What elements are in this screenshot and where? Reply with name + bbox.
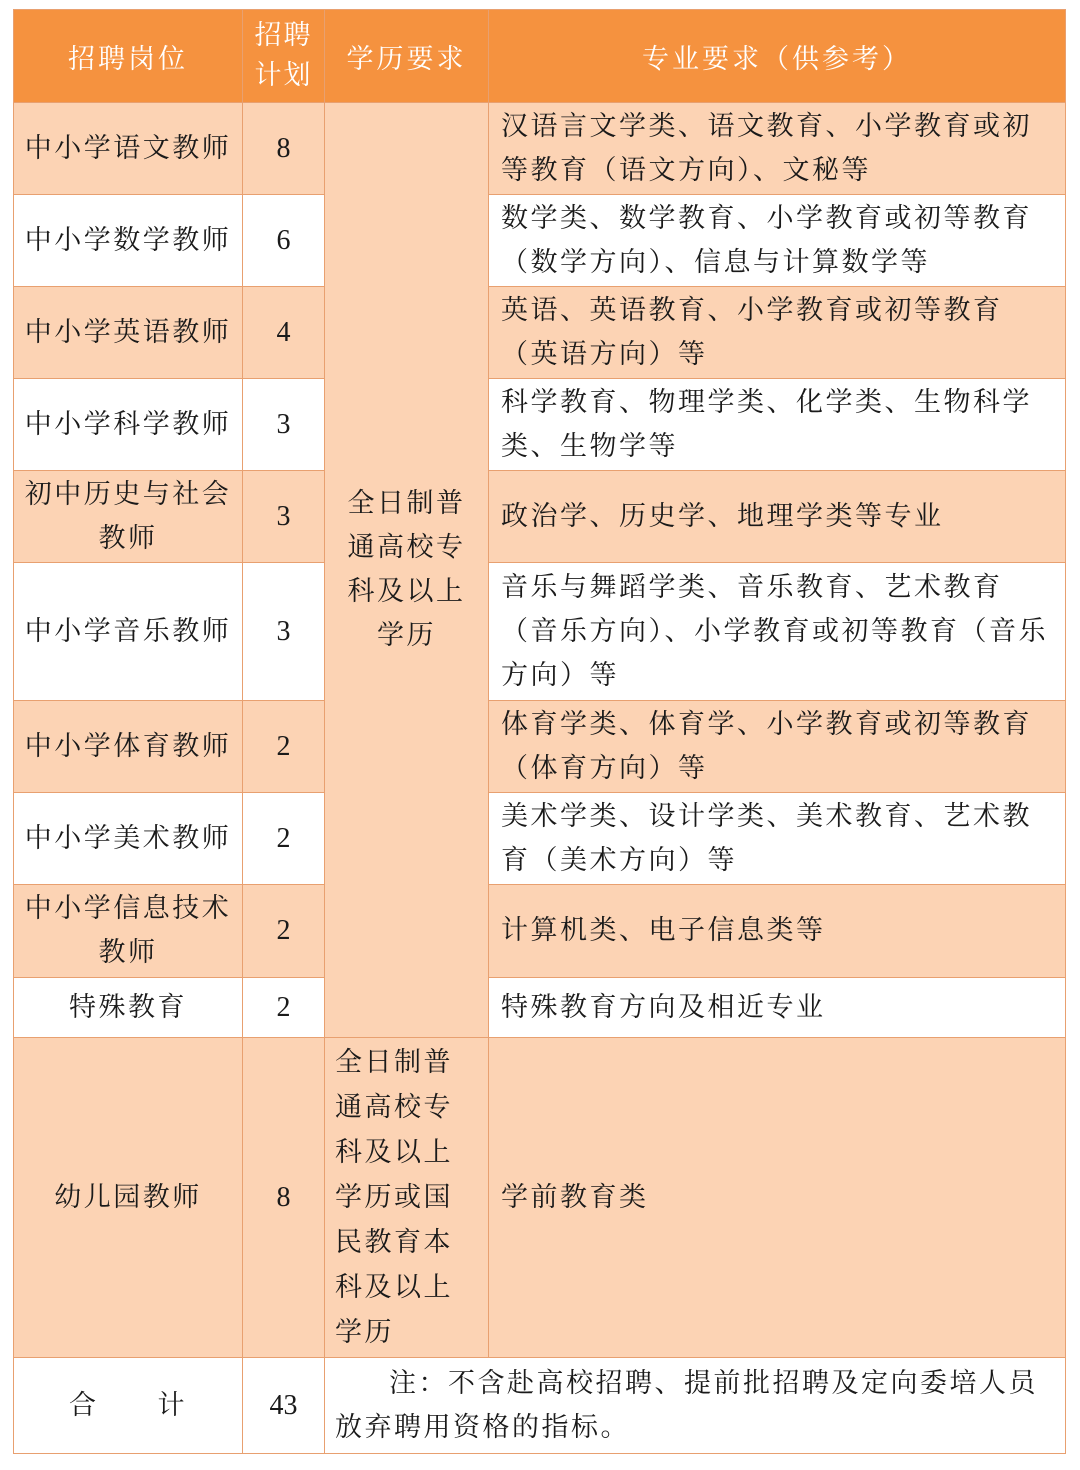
header-plan xyxy=(243,10,325,103)
major-cell: 数学类、数学教育、小学教育或初等教育（数学方向）、信息与计算数学等 xyxy=(489,195,1066,287)
table-row xyxy=(14,1038,1066,1358)
plan-cell: 2 xyxy=(243,978,325,1038)
table-row xyxy=(14,793,1066,885)
position-cell: 初中历史与社会教师 xyxy=(14,471,243,563)
position-cell: 中小学音乐教师 xyxy=(14,563,243,701)
position-cell: 中小学体育教师 xyxy=(14,701,243,793)
position-cell: 中小学英语教师 xyxy=(14,287,243,379)
total-row xyxy=(14,1358,1066,1454)
plan-cell: 8 xyxy=(243,1038,325,1358)
position-cell: 中小学美术教师 xyxy=(14,793,243,885)
header-plan-line-2: 计划 xyxy=(254,60,313,91)
table-row xyxy=(14,471,1066,563)
position-cell: 幼儿园教师 xyxy=(14,1038,243,1358)
major-cell: 英语、英语教育、小学教育或初等教育（英语方向）等 xyxy=(489,287,1066,379)
table-row xyxy=(14,978,1066,1038)
plan-cell: 6 xyxy=(243,195,325,287)
plan-cell: 3 xyxy=(243,379,325,471)
plan-cell: 4 xyxy=(243,287,325,379)
recruitment-table-container xyxy=(13,9,1066,1454)
education-cell-group-1: 全日制普通高校专科及以上学历 xyxy=(325,103,489,1038)
plan-cell: 8 xyxy=(243,103,325,195)
major-cell: 美术学类、设计学类、美术教育、艺术教育（美术方向）等 xyxy=(489,793,1066,885)
table-row xyxy=(14,287,1066,379)
position-cell: 中小学信息技术教师 xyxy=(14,885,243,978)
major-cell: 音乐与舞蹈学类、音乐教育、艺术教育（音乐方向）、小学教育或初等教育（音乐方向）等 xyxy=(489,563,1066,701)
plan-cell: 2 xyxy=(243,793,325,885)
total-label: 合 计 xyxy=(14,1358,243,1454)
education-cell-kindergarten: 全日制普通高校专科及以上学历或国民教育本科及以上学历 xyxy=(325,1038,489,1358)
plan-cell: 2 xyxy=(243,701,325,793)
plan-cell: 3 xyxy=(243,563,325,701)
table-row xyxy=(14,563,1066,701)
major-cell: 体育学类、体育学、小学教育或初等教育（体育方向）等 xyxy=(489,701,1066,793)
plan-cell: 3 xyxy=(243,471,325,563)
major-cell: 学前教育类 xyxy=(489,1038,1066,1358)
header-position: 招聘岗位 xyxy=(14,10,243,103)
major-cell: 汉语言文学类、语文教育、小学教育或初等教育（语文方向）、文秘等 xyxy=(489,103,1066,195)
table-row xyxy=(14,195,1066,287)
header-education: 学历要求 xyxy=(325,10,489,103)
major-cell: 科学教育、物理学类、化学类、生物科学类、生物学等 xyxy=(489,379,1066,471)
header-plan-line-1: 招聘 xyxy=(254,20,313,51)
table-header-row xyxy=(14,10,1066,103)
position-cell: 中小学科学教师 xyxy=(14,379,243,471)
table-row xyxy=(14,379,1066,471)
table-row xyxy=(14,701,1066,793)
recruitment-table xyxy=(13,9,1066,1454)
position-cell: 中小学语文教师 xyxy=(14,103,243,195)
major-cell: 计算机类、电子信息类等 xyxy=(489,885,1066,978)
plan-cell: 2 xyxy=(243,885,325,978)
table-row xyxy=(14,885,1066,978)
major-cell: 特殊教育方向及相近专业 xyxy=(489,978,1066,1038)
total-note: 注：不含赴高校招聘、提前批招聘及定向委培人员放弃聘用资格的指标。 xyxy=(325,1358,1066,1454)
total-plan: 43 xyxy=(243,1358,325,1454)
table-row xyxy=(14,103,1066,195)
header-major: 专业要求（供参考） xyxy=(489,10,1066,103)
major-cell: 政治学、历史学、地理学类等专业 xyxy=(489,471,1066,563)
position-cell: 中小学数学教师 xyxy=(14,195,243,287)
position-cell: 特殊教育 xyxy=(14,978,243,1038)
